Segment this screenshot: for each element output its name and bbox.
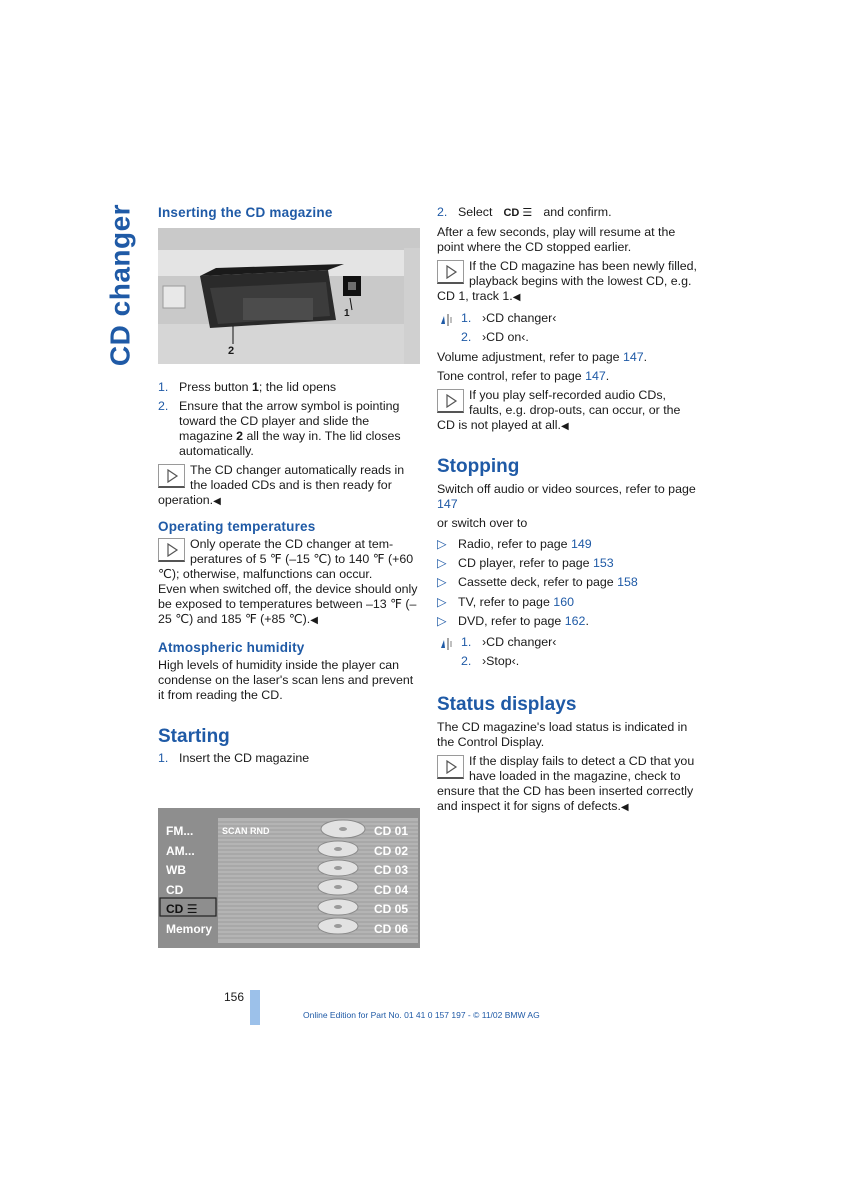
cd-slot-05[interactable]: CD 05 xyxy=(374,902,409,916)
end-mark-icon: ◀ xyxy=(560,421,569,432)
note-icon xyxy=(437,389,464,413)
source-cassette xyxy=(437,573,699,592)
voice-command-1 xyxy=(461,309,699,328)
step-1-bold: 1 xyxy=(252,380,259,394)
tone-page-link[interactable]: 147 xyxy=(585,369,606,383)
stop-command-1-text: ›CD changer‹ xyxy=(482,635,557,650)
screen-menu-cd-changer[interactable] xyxy=(166,900,212,920)
cd-changer-screen xyxy=(158,808,420,948)
note-display-fails xyxy=(437,754,699,815)
voice-command-2 xyxy=(461,328,699,347)
humidity-text: High levels of humidity inside the player can condense on the laser's scan lens and prevent it from reading the CD. xyxy=(158,658,414,702)
cd-slot-06[interactable]: CD 06 xyxy=(374,921,409,936)
select-step-post: and confirm. xyxy=(543,205,612,219)
end-mark-icon: ◀ xyxy=(512,292,521,303)
starting-step-number: 1. xyxy=(158,751,169,765)
tone-text: Tone control, refer to page xyxy=(437,369,586,383)
note-temperature xyxy=(158,537,420,582)
stop-command-2-number: 2. xyxy=(461,654,472,669)
note-newly-filled xyxy=(437,259,699,305)
stopping-title: Stopping xyxy=(437,456,520,477)
page-number: 156 xyxy=(224,990,245,1004)
op-temp-title: Operating temperatures xyxy=(158,519,316,534)
source-radio-text: Radio, refer to page xyxy=(458,537,571,551)
status-title: Status displays xyxy=(437,694,577,716)
arrow-icon: ▷ xyxy=(437,594,447,609)
source-dvd-post: . xyxy=(585,613,589,628)
select-step-number: 2. xyxy=(437,205,448,219)
note-icon xyxy=(158,538,185,562)
cd-changer-menu-icon: CD ☰ xyxy=(503,207,533,219)
stopping-text-body: Switch off audio or video sources, refer to page xyxy=(437,482,696,496)
stop-command-2-text: ›Stop‹. xyxy=(482,654,520,669)
resume-text: After a few seconds, play will resume at the point where the CD stopped earlier. xyxy=(437,225,676,254)
step-2 xyxy=(158,399,420,459)
stopping-text xyxy=(437,482,699,512)
note-icon xyxy=(437,755,464,779)
note-newly-filled-text: If the CD magazine has been newly filled, playback begins with the lowest CD, e.g. CD 1, track 1. xyxy=(437,259,697,303)
voice-command-2-text: ›CD on‹. xyxy=(482,330,529,344)
end-mark-icon: ◀ xyxy=(620,802,629,814)
cd-slot-01[interactable]: CD 01 xyxy=(374,824,409,838)
voice-command-icon xyxy=(437,634,457,654)
voice-commands-start xyxy=(437,309,699,347)
side-chapter-title-text: CD changer xyxy=(104,203,136,367)
footer-accent-bar xyxy=(250,990,260,1025)
source-tv-text: TV, refer to page xyxy=(458,594,554,609)
step-1-number: 1. xyxy=(158,380,169,394)
source-list xyxy=(437,535,699,631)
source-radio xyxy=(437,535,699,554)
source-dvd xyxy=(437,612,699,631)
cd-slot-02[interactable]: CD 02 xyxy=(374,843,409,858)
voice-commands-stop xyxy=(437,633,699,671)
starting-step-1 xyxy=(158,751,420,766)
photo-label-1: 1 xyxy=(344,308,350,319)
scan-rnd-label[interactable]: SCAN RND xyxy=(222,826,270,836)
edition-footer: Online Edition for Part No. 01 41 0 157 197 - © 11/02 BMW AG xyxy=(303,1010,540,1020)
source-radio-page-link[interactable]: 149 xyxy=(570,537,592,551)
cd-changer-illustration xyxy=(158,228,420,364)
source-cd-player xyxy=(437,554,699,573)
source-cassette-page-link[interactable]: 158 xyxy=(617,575,638,590)
voice-command-1-text: ›CD changer‹ xyxy=(482,311,557,325)
starting-title: Starting xyxy=(158,726,230,747)
note-self-recorded xyxy=(437,388,699,434)
cd-slot-03[interactable]: CD 03 xyxy=(374,863,409,877)
end-mark-icon: ◀ xyxy=(213,496,221,507)
stop-command-1 xyxy=(461,633,699,652)
source-cassette-text: Cassette deck, refer to page xyxy=(458,575,618,590)
screen-menu-fm[interactable]: FM... xyxy=(166,824,194,838)
voice-command-1-number: 1. xyxy=(461,311,472,325)
end-mark-icon: ◀ xyxy=(310,615,318,626)
starting-step-text: Insert the CD magazine xyxy=(179,751,310,765)
note-self-recorded-text: If you play self-recorded audio CDs, faults, e.g. drop-outs, can occur, or the CD is not played at all. xyxy=(437,388,681,432)
inserting-steps xyxy=(158,380,420,766)
cd-slot-04[interactable]: CD 04 xyxy=(374,882,409,897)
status-text: The CD magazine's load status is indicated in the Control Display. xyxy=(437,720,688,750)
note-temperature-text: Only operate the CD changer at tem-peratures of 5 ℉ (–15 ℃) to 140 ℉ (+60 ℃); otherwise, malfunctions can occur. xyxy=(158,537,414,581)
voice-command-icon xyxy=(437,310,457,330)
source-dvd-text: DVD, refer to page xyxy=(458,613,565,628)
stop-command-1-number: 1. xyxy=(461,635,472,650)
screen-menu-am[interactable]: AM... xyxy=(166,843,195,858)
list-icon: ☰ xyxy=(186,902,198,916)
source-tv-page-link[interactable]: 160 xyxy=(553,594,574,609)
screen-menu-cd-changer-label: CD xyxy=(166,902,184,916)
step-1-text-a: Press button xyxy=(179,380,253,394)
step-2-number: 2. xyxy=(158,399,169,413)
note-auto-read-text: The CD changer automatically reads in the loaded CDs and is then ready for operation. xyxy=(158,463,405,507)
step-2-bold: 2 xyxy=(236,429,244,443)
cd-magazine-photo xyxy=(158,228,420,364)
source-cd-player-text: CD player, refer to page xyxy=(458,556,593,571)
screen-menu-cd[interactable]: CD xyxy=(166,882,184,897)
source-dvd-page-link[interactable]: 162 xyxy=(564,613,586,628)
note-display-fails-text: If the display fails to detect a CD that you have loaded in the magazine, check to ensure that the CD has been inserted correctly and inspect it for signs of defects. xyxy=(437,754,695,814)
step-2-text-a: Ensure that the arrow symbol is pointing toward the CD player and slide the magazine xyxy=(179,399,400,443)
select-step-pre: Select xyxy=(458,205,493,219)
left-column xyxy=(158,205,420,220)
screen-menu xyxy=(166,822,212,939)
switch-over-text: or switch over to xyxy=(437,516,528,530)
volume-line: Volume adjustment, refer to page 147. xyxy=(437,350,648,364)
photo-label-2: 2 xyxy=(228,345,235,357)
source-tv xyxy=(437,593,699,612)
op-temp-text-body: Even when switched off, the device should only be exposed to temperatures between –13 ℉ (–25 ℃) and 185 ℉ (+85 ℃). xyxy=(158,582,418,626)
side-chapter-title xyxy=(102,200,138,370)
step-1-text-b: ; the lid opens xyxy=(258,380,337,394)
arrow-icon: ▷ xyxy=(437,613,447,628)
screen-cd-list xyxy=(374,822,408,939)
stopping-page-link[interactable]: 147 xyxy=(437,497,458,511)
step-2-text-b: all the way in. The lid closes automatically. xyxy=(179,429,401,458)
source-cd-player-page-link[interactable]: 153 xyxy=(593,556,614,571)
voice-command-2-number: 2. xyxy=(461,330,472,344)
screen-menu-wb[interactable]: WB xyxy=(166,863,186,877)
humidity-title: Atmospheric humidity xyxy=(158,640,305,655)
screen-menu-memory[interactable]: Memory xyxy=(166,921,213,936)
arrow-icon: ▷ xyxy=(437,575,447,590)
step-1 xyxy=(158,380,420,395)
note-icon xyxy=(158,464,185,488)
arrow-icon: ▷ xyxy=(437,556,447,571)
tone-line: Tone control, refer to page 147. xyxy=(437,369,610,383)
right-column xyxy=(437,205,699,815)
note-icon xyxy=(437,260,464,284)
volume-text: Volume adjustment, refer to page xyxy=(437,350,623,364)
op-temp-text xyxy=(158,582,420,628)
select-step xyxy=(437,205,699,221)
arrow-icon: ▷ xyxy=(437,537,447,551)
volume-page-link[interactable]: 147 xyxy=(622,350,644,364)
note-auto-read xyxy=(158,463,420,509)
inserting-title: Inserting the CD magazine xyxy=(158,205,333,220)
stop-command-2 xyxy=(461,652,699,671)
